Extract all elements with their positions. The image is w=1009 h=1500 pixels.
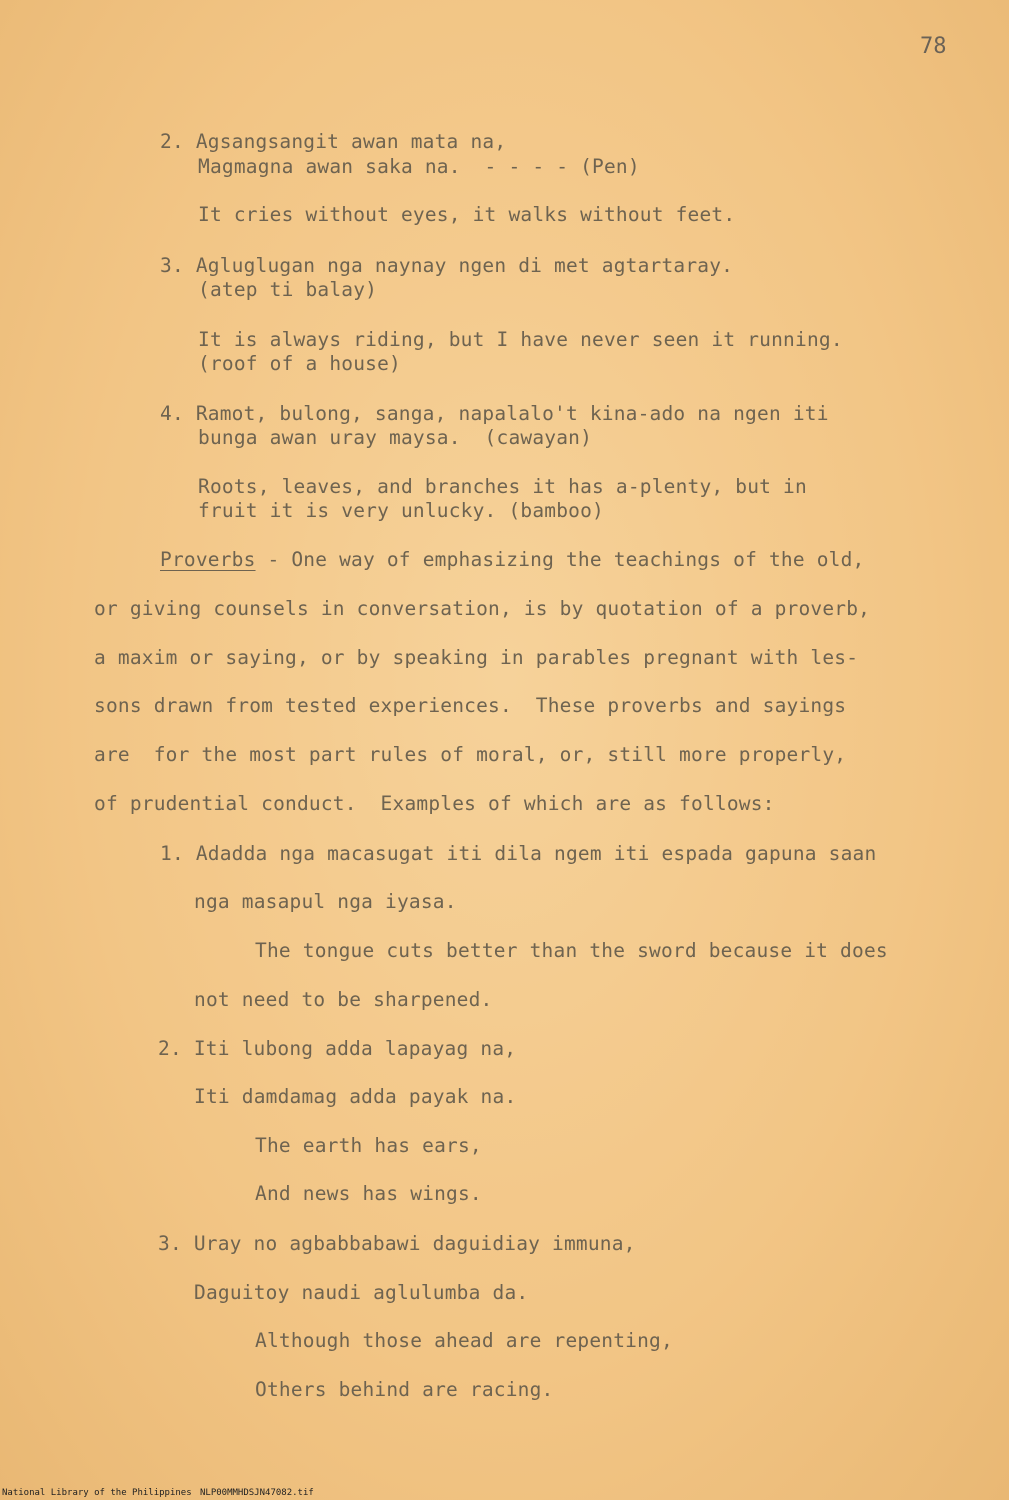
proverb-2-translation-1: The earth has ears,: [255, 1134, 482, 1157]
riddle-3-translation-1: It is always riding, but I have never seen it running.: [198, 328, 843, 351]
proverbs-heading: Proverbs: [160, 548, 256, 571]
footer-source: National Library of the Philippines: [2, 1488, 192, 1498]
proverbs-intro-line-1: [160, 548, 864, 571]
riddle-4-line-1: 4. Ramot, bulong, sanga, napalalo't kina-ado na ngen iti: [160, 402, 829, 425]
riddle-2-translation: It cries without eyes, it walks without feet.: [198, 203, 736, 226]
proverbs-intro-line-4: sons drawn from tested experiences. These proverbs and sayings: [94, 694, 847, 717]
proverbs-intro-line-3: a maxim or saying, or by speaking in parables pregnant with les-: [94, 646, 859, 669]
proverb-1-translation-2: not need to be sharpened.: [194, 988, 493, 1011]
riddle-2-line-2: Magmagna awan saka na. - - - - (Pen): [198, 155, 640, 178]
riddle-4-line-2: bunga awan uray maysa. (cawayan): [198, 426, 593, 449]
proverb-2-line-2: Iti damdamag adda payak na.: [194, 1085, 517, 1108]
proverb-3-line-1: 3. Uray no agbabbabawi daguidiay immuna,: [158, 1232, 636, 1255]
proverb-3-translation-1: Although those ahead are repenting,: [255, 1329, 673, 1352]
proverbs-intro-line-5: are for the most part rules of moral, or, still more properly,: [94, 743, 847, 766]
proverb-2-line-1: 2. Iti lubong adda lapayag na,: [158, 1037, 517, 1060]
riddle-3-line-1: 3. Agluglugan nga naynay ngen di met agtartaray.: [160, 254, 734, 277]
riddle-3-line-2: (atep ti balay): [198, 278, 378, 301]
footer-filename: NLP00MMHDSJN47082.tif: [200, 1488, 314, 1498]
riddle-3-translation-2: (roof of a house): [198, 352, 401, 375]
proverb-3-translation-2: Others behind are racing.: [255, 1378, 554, 1401]
page-number: 78: [920, 34, 947, 59]
riddle-4-translation-1: Roots, leaves, and branches it has a-plenty, but in: [198, 475, 807, 498]
proverb-1-translation-1: The tongue cuts better than the sword because it does: [255, 939, 888, 962]
riddle-4-translation-2: fruit it is very unlucky. (bamboo): [198, 499, 604, 522]
proverbs-intro-line-6: of prudential conduct. Examples of which are as follows:: [94, 792, 775, 815]
proverb-1-line-2: nga masapul nga iyasa.: [194, 890, 457, 913]
proverbs-intro-line-1-text: - One way of emphasizing the teachings of the old,: [255, 548, 865, 571]
riddle-2-line-1: 2. Agsangsangit awan mata na,: [160, 130, 507, 153]
proverb-1-line-1: 1. Adadda nga macasugat iti dila ngem iti espada gapuna saan: [160, 842, 877, 865]
proverb-3-line-2: Daguitoy naudi aglulumba da.: [194, 1281, 529, 1304]
proverbs-intro-line-2: or giving counsels in conversation, is by quotation of a proverb,: [94, 597, 871, 620]
proverb-2-translation-2: And news has wings.: [255, 1182, 482, 1205]
